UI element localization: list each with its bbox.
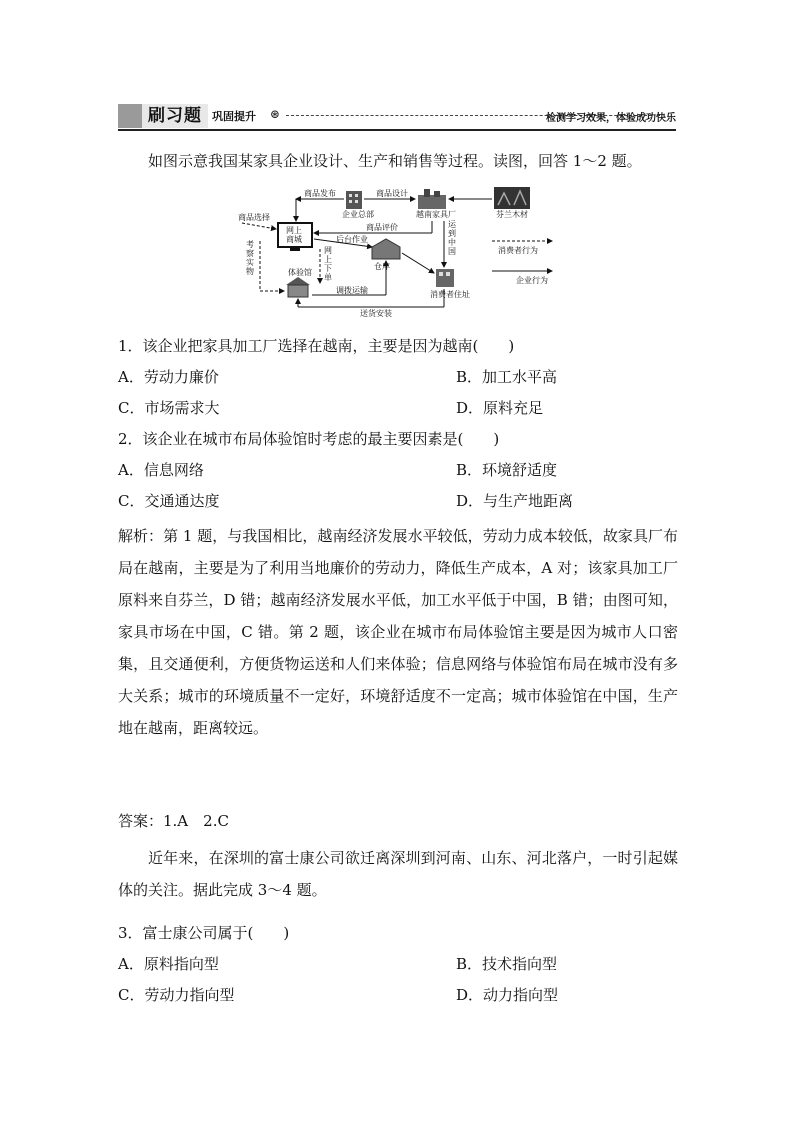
legend-enterprise: 企业行为 [516, 276, 548, 285]
label-backend: 后台作业 [336, 235, 368, 244]
label-online-mall-2: 商城 [286, 235, 302, 244]
banner-slogan: 检测学习效果，体验成功快乐 [546, 113, 676, 124]
label-timber: 芬兰木材 [496, 210, 528, 219]
question-2-option-d: D．与生产地距离 [456, 492, 574, 510]
banner-rule [118, 129, 676, 131]
arrow-circle-icon: ⊛ [270, 107, 281, 121]
timber-image-icon [494, 187, 530, 209]
question-1-stem: 1．该企业把家具加工厂选择在越南，主要是因为越南( ) [118, 337, 515, 355]
question-3-option-d: D．动力指向型 [456, 986, 559, 1004]
question-1-option-b: B．加工水平高 [456, 368, 558, 386]
consumer-home-icon [436, 269, 454, 287]
section-banner [118, 104, 676, 130]
question-2-option-c: C．交通通达度 [118, 492, 220, 510]
label-hq: 企业总部 [342, 210, 374, 219]
label-dispatch: 调拨运输 [336, 286, 368, 295]
factory-icon [418, 189, 446, 209]
label-delivery: 送货安装 [360, 309, 392, 318]
label-product-release: 商品发布 [304, 189, 336, 198]
question-2-option-b: B．环境舒适度 [456, 461, 558, 479]
question-3-stem: 3．富士康公司属于( ) [118, 924, 290, 942]
question-3-option-c: C．劳动力指向型 [118, 986, 235, 1004]
question-3-option-b: B．技术指向型 [456, 955, 558, 973]
question-2-option-a: A．信息网络 [118, 461, 204, 479]
question-1-option-c: C．市场需求大 [118, 399, 220, 417]
label-product-design: 商品设计 [376, 189, 408, 198]
answer-line: 答案：1.A 2.C [118, 812, 229, 830]
intro-paragraph-1: 如图示意我国某家具企业设计、生产和销售等过程。读图，回答 1～2 题。 [148, 152, 642, 170]
label-experience-hall: 体验馆 [288, 268, 312, 277]
hq-building-icon [346, 191, 362, 209]
question-2-stem: 2．该企业在城市布局体验馆时考虑的最主要因素是( ) [118, 430, 500, 448]
banner-tab [118, 104, 142, 128]
label-ship-to-china: 运到中国 [448, 220, 456, 256]
label-online-mall-1: 网上 [286, 226, 302, 235]
label-product-review: 商品评价 [366, 223, 398, 232]
label-online-order: 网上下单 [324, 246, 332, 282]
process-diagram [232, 185, 566, 320]
warehouse-icon [372, 239, 400, 259]
label-product-selection: 商品选择 [238, 213, 270, 222]
analysis-paragraph: 解析：第 1 题，与我国相比，越南经济发展水平较低，劳动力成本较低，故家具厂布局在越南，主要是为了利用当地廉价的劳动力，降低生产成本，A 对；该家具加工厂原料来自芬兰，D 错；越南经济发展水平低，加工水平低于中国，B 错；由图可知，家具市场在中国，C 错。第 2 题，该企业在城市布局体验馆主要是因为城市人口密集，且交通便利，方便货物运送和人们来体验；信息网络与体验馆布局在城市没有多大关系；城市的环境质量不一定好，环境舒适度不一定高；城市体验馆在中国，生产地在越南，距离较远。 [118, 527, 678, 737]
label-consumer-home: 消费者住址 [430, 290, 470, 299]
intro-paragraph-2: 近年来，在深圳的富士康公司欲迁离深圳到河南、山东、河北落户，一时引起媒体的关注。据此完成 3～4 题。 [118, 849, 678, 899]
experience-hall-icon [286, 277, 310, 297]
question-3-option-a: A．原料指向型 [118, 955, 219, 973]
label-inspect: 考察实物 [246, 240, 254, 276]
question-1-option-d: D．原料充足 [456, 399, 544, 417]
label-warehouse: 仓库 [374, 262, 390, 271]
question-1-option-a: A．劳动力廉价 [118, 368, 219, 386]
banner-subtitle: 巩固提升 [212, 110, 256, 123]
banner-title: 刷习题 [142, 104, 208, 128]
label-factory: 越南家具厂 [416, 210, 456, 219]
legend-consumer: 消费者行为 [498, 246, 538, 255]
